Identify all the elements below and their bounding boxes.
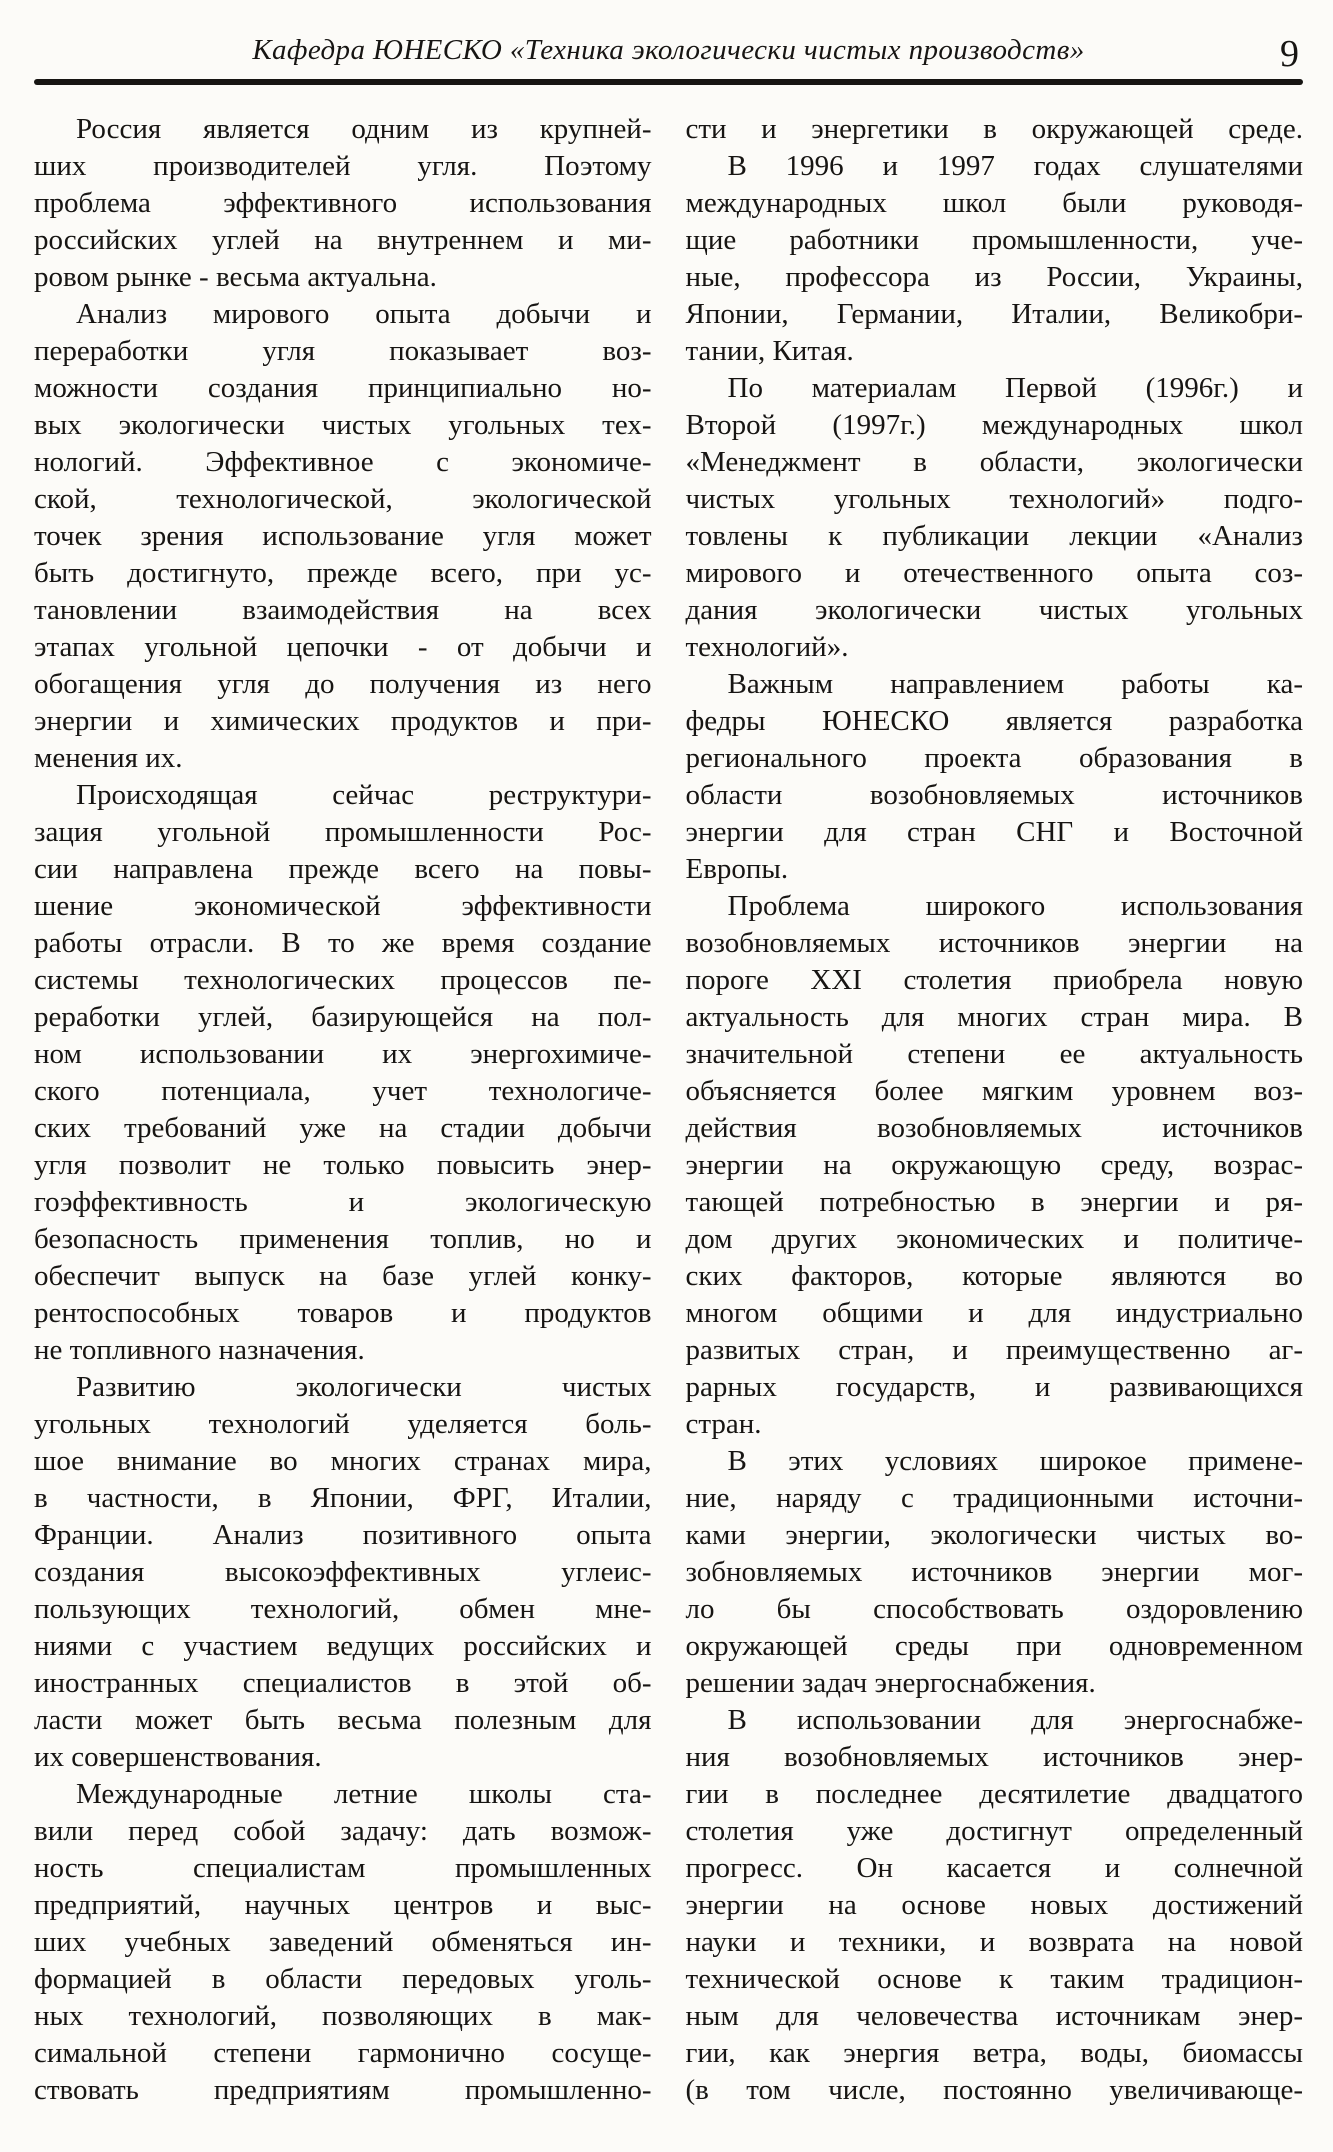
text-line: Европы. <box>685 853 789 885</box>
text-line: ских требований уже на стадии добычи <box>34 1112 652 1144</box>
page-header <box>34 22 1303 78</box>
text-line: В этих условиях широкое примене- <box>727 1445 1303 1477</box>
text-line: стран. <box>685 1408 762 1440</box>
text-line: шение экономической эффективности <box>34 890 652 922</box>
text-line: сти и энергетики в окружающей среде. <box>685 113 1303 145</box>
text-line: Россия является одним из крупней- <box>76 113 652 145</box>
text-line: создания высокоэффективных углеис- <box>34 1556 652 1588</box>
text-line: ших производителей угля. Поэтому <box>34 150 652 182</box>
text-line: энергии для стран СНГ и Восточной <box>685 816 1303 848</box>
running-header-title: Кафедра ЮНЕСКО «Техника экологически чистых производств» <box>252 34 1085 66</box>
text-line: решении задач энергоснабжения. <box>685 1667 1096 1699</box>
column-right <box>686 111 1304 2109</box>
text-line: ровом рынке - весьма актуальна. <box>34 261 437 293</box>
text-line: (в том числе, постоянно увеличивающе- <box>685 2074 1303 2106</box>
paragraph <box>34 296 652 777</box>
text-line: ло бы способствовать оздоровлению <box>685 1593 1303 1625</box>
text-line: вых экологически чистых угольных тех- <box>34 409 652 441</box>
text-line: актуальность для многих стран мира. В <box>685 1001 1303 1033</box>
paragraph <box>34 1369 652 1776</box>
text-line: нологий. Эффективное с экономиче- <box>34 446 652 478</box>
text-line: симальной степени гармонично сосуще- <box>34 2037 652 2069</box>
text-line: В использовании для энергоснабже- <box>727 1704 1303 1736</box>
text-line: реработки углей, базирующейся на пол- <box>34 1001 652 1033</box>
text-line: ность специалистам промышленных <box>34 1852 652 1884</box>
text-line: гии, как энергия ветра, воды, биомассы <box>685 2037 1303 2069</box>
text-line: сии направлена прежде всего на повы- <box>34 853 652 885</box>
text-line: переработки угля показывает воз- <box>34 335 652 367</box>
text-line: ных технологий, позволяющих в мак- <box>34 2000 652 2032</box>
text-line: ских факторов, которые являются во <box>685 1260 1303 1292</box>
text-line: гоэффективность и экологическую <box>34 1186 652 1218</box>
text-line: Происходящая сейчас реструктури- <box>76 779 652 811</box>
text-line: вили перед собой задачу: дать возмож- <box>34 1815 652 1847</box>
text-columns <box>34 111 1303 2109</box>
text-line: Проблема широкого использования <box>727 890 1303 922</box>
text-line: В 1996 и 1997 годах слушателями <box>727 150 1303 182</box>
text-line: тании, Китая. <box>685 335 854 367</box>
text-line: международных школ были руководя- <box>685 187 1303 219</box>
text-line: тановлении взаимодействия на всех <box>34 594 652 626</box>
text-line: не топливного назначения. <box>34 1334 365 1366</box>
text-line: объясняется более мягким уровнем воз- <box>685 1075 1303 1107</box>
text-line: их совершенствования. <box>34 1741 322 1773</box>
page-number: 9 <box>1280 33 1299 75</box>
paragraph <box>34 111 652 296</box>
text-line: в частности, в Японии, ФРГ, Италии, <box>34 1482 652 1514</box>
text-line: энергии и химических продуктов и при- <box>34 705 652 737</box>
text-line: работы отрасли. В то же время создание <box>34 927 652 959</box>
header-divider <box>34 79 1303 85</box>
text-line: Развитию экологически чистых <box>76 1371 652 1403</box>
text-line: этапах угольной цепочки - от добычи и <box>34 631 652 663</box>
text-line: мирового и отечественного опыта соз- <box>685 557 1303 589</box>
text-line: гии в последнее десятилетие двадцатого <box>685 1778 1303 1810</box>
text-line: прогресс. Он касается и солнечной <box>685 1852 1303 1884</box>
text-line: угольных технологий уделяется боль- <box>34 1408 652 1440</box>
text-line: ского потенциала, учет технологиче- <box>34 1075 652 1107</box>
text-line: системы технологических процессов пе- <box>34 964 652 996</box>
text-line: щие работники промышленности, уче- <box>685 224 1303 256</box>
paragraph <box>686 1702 1304 2109</box>
text-line: менения их. <box>34 742 183 774</box>
paragraph <box>686 888 1304 1443</box>
text-line: ской, технологической, экологической <box>34 483 652 515</box>
text-line: технологий». <box>685 631 849 663</box>
text-line: возобновляемых источников энергии на <box>685 927 1303 959</box>
text-line: проблема эффективного использования <box>34 187 652 219</box>
text-line: многом общими и для индустриально <box>685 1297 1303 1329</box>
paragraph <box>686 148 1304 370</box>
text-line: угля позволит не только повысить энер- <box>34 1149 652 1181</box>
paragraph <box>686 666 1304 888</box>
paragraph <box>686 111 1304 148</box>
text-line: Важным направлением работы ка- <box>727 668 1303 700</box>
text-line: ния возобновляемых источников энер- <box>685 1741 1303 1773</box>
text-line: рарных государств, и развивающихся <box>685 1371 1303 1403</box>
text-line: ших учебных заведений обменяться ин- <box>34 1926 652 1958</box>
paragraph <box>34 1776 652 2109</box>
text-line: ками энергии, экологически чистых во- <box>685 1519 1303 1551</box>
text-line: Анализ мирового опыта добычи и <box>76 298 652 330</box>
text-line: столетия уже достигнут определенный <box>685 1815 1303 1847</box>
text-line: развитых стран, и преимущественно аг- <box>685 1334 1303 1366</box>
text-line: шое внимание во многих странах мира, <box>34 1445 652 1477</box>
text-line: зация угольной промышленности Рос- <box>34 816 652 848</box>
text-line: энергии на окружающую среду, возрас- <box>685 1149 1303 1181</box>
text-line: ном использовании их энергохимиче- <box>34 1038 652 1070</box>
text-line: окружающей среды при одновременном <box>685 1630 1303 1662</box>
text-line: быть достигнуто, прежде всего, при ус- <box>34 557 652 589</box>
text-line: российских углей на внутреннем и ми- <box>34 224 652 256</box>
column-left <box>34 111 652 2109</box>
text-line: Международные летние школы ста- <box>76 1778 652 1810</box>
text-line: формацией в области передовых уголь- <box>34 1963 652 1995</box>
paragraph <box>686 370 1304 666</box>
text-line: ствовать предприятиям промышленно- <box>34 2074 652 2106</box>
text-line: ные, профессора из России, Украины, <box>685 261 1303 293</box>
text-line: ниями с участием ведущих российских и <box>34 1630 652 1662</box>
text-line: чистых угольных технологий» подго- <box>685 483 1303 515</box>
text-line: Второй (1997г.) международных школ <box>685 409 1303 441</box>
text-line: ласти может быть весьма полезным для <box>34 1704 652 1736</box>
text-line: Японии, Германии, Италии, Великобри- <box>685 298 1303 330</box>
text-line: ным для человечества источникам энер- <box>685 2000 1303 2032</box>
text-line: энергии на основе новых достижений <box>685 1889 1303 1921</box>
text-line: зобновляемых источников энергии мог- <box>685 1556 1303 1588</box>
text-line: предприятий, научных центров и выс- <box>34 1889 652 1921</box>
text-line: действия возобновляемых источников <box>685 1112 1303 1144</box>
text-line: ние, наряду с традиционными источни- <box>685 1482 1303 1514</box>
text-line: дом других экономических и политиче- <box>685 1223 1303 1255</box>
text-line: товлены к публикации лекции «Анализ <box>685 520 1303 552</box>
text-line: технической основе к таким традицион- <box>685 1963 1303 1995</box>
text-line: пороге XXI столетия приобрела новую <box>685 964 1303 996</box>
text-line: регионального проекта образования в <box>685 742 1303 774</box>
text-line: обеспечит выпуск на базе углей конку- <box>34 1260 652 1292</box>
text-line: По материалам Первой (1996г.) и <box>727 372 1303 404</box>
text-line: обогащения угля до получения из него <box>34 668 652 700</box>
text-line: иностранных специалистов в этой об- <box>34 1667 652 1699</box>
text-line: пользующих технологий, обмен мне- <box>34 1593 652 1625</box>
text-line: дания экологически чистых угольных <box>685 594 1303 626</box>
text-line: безопасность применения топлив, но и <box>34 1223 652 1255</box>
text-line: точек зрения использование угля может <box>34 520 652 552</box>
text-line: можности создания принципиально но- <box>34 372 652 404</box>
paragraph <box>686 1443 1304 1702</box>
paragraph <box>34 777 652 1369</box>
text-line: федры ЮНЕСКО является разработка <box>685 705 1303 737</box>
text-line: значительной степени ее актуальность <box>685 1038 1303 1070</box>
text-line: науки и техники, и возврата на новой <box>685 1926 1303 1958</box>
text-line: области возобновляемых источников <box>685 779 1303 811</box>
text-line: «Менеджмент в области, экологически <box>685 446 1303 478</box>
text-line: тающей потребностью в энергии и ря- <box>685 1186 1303 1218</box>
text-line: рентоспособных товаров и продуктов <box>34 1297 652 1329</box>
text-line: Франции. Анализ позитивного опыта <box>34 1519 652 1551</box>
